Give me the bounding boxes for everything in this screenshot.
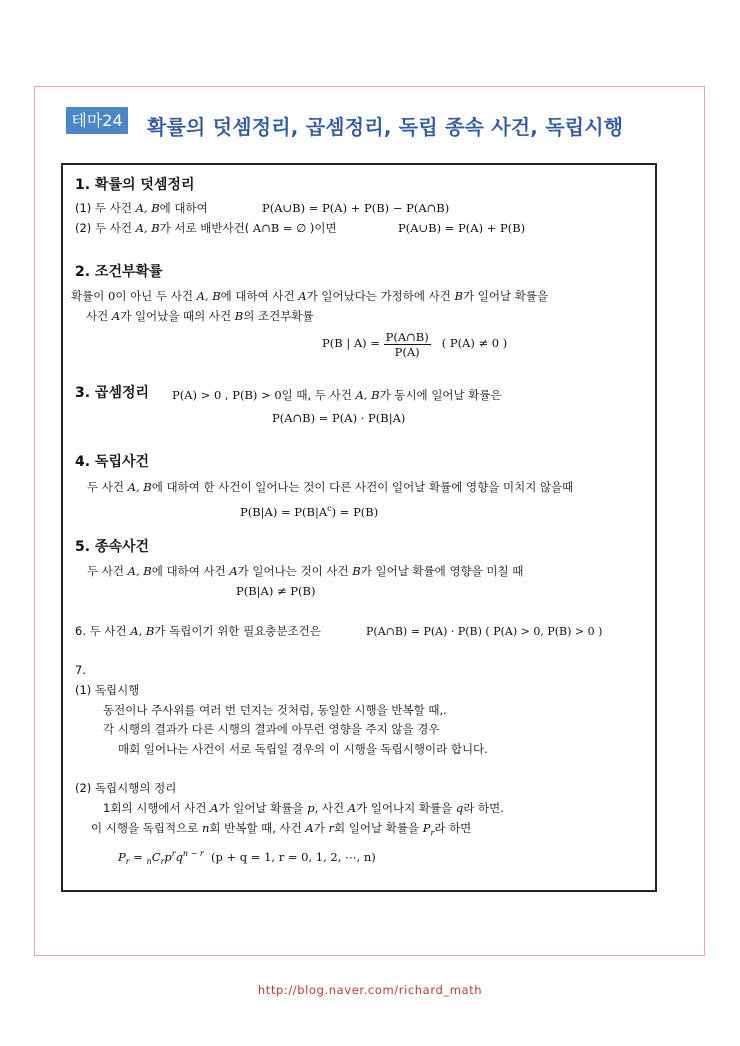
exponent-n-minus-r: n − r (182, 849, 204, 858)
section-4-heading: 4. 독립사건 (75, 454, 150, 470)
section-3-line-1: P(A) > 0 , P(B) > 0일 때, 두 사건 A, B가 동시에 일어날 확률은 (172, 388, 502, 402)
section-4-line-1: 두 사건 A, B에 대하여 한 사건이 일어나는 것이 다른 사건이 일어날 확률에 영향을 미치지 않을때 (87, 480, 574, 494)
section-1-line-1: (1) 두 사건 A, B에 대하여 (75, 201, 208, 215)
section-7-heading: 7. (75, 663, 86, 677)
section-7-sub-1: (1) 독립시행 (75, 683, 140, 697)
theme-badge: 테마24 (66, 107, 128, 134)
section-1-line-2: (2) 두 사건 A, B가 서로 배반사건( A∩B = ∅ )이면 (75, 221, 337, 235)
multiplication-formula: P(A∩B) = P(A) · P(B|A) (272, 411, 406, 425)
binomial-formula: $P_r = _nC_rp^rq^{n - r}$ (p + q = 1, r = 0, 1, 2, ⋯, n) (118, 849, 376, 867)
section-6-line: 6. 두 사건 A, B가 독립이기 위한 필요충분조건은 (75, 624, 321, 638)
section-7-sub-2: (2) 독립시행의 정리 (75, 781, 177, 795)
exclusive-addition-formula: P(A∪B) = P(A) + P(B) (398, 221, 526, 235)
section-7-theorem-line-1: 1회의 시행에서 사건 A가 일어날 확률을 p, 사건 A가 일어나지 확률을 q라 하면. (103, 801, 504, 815)
conditional-probability-formula: P(B | A) = $\frac{P(A\cap B)}{P(A)}$ ( P(A) ≠ 0 ) (322, 329, 508, 359)
independence-condition-formula: P(A∩B) = P(A) · P(B) ( P(A) > 0, P(B) > 0 ) (366, 625, 603, 638)
section-7-para-2: 각 시행의 결과가 다른 시행의 결과에 아무런 영향을 주지 않을 경우 (103, 722, 440, 736)
section-7-theorem-line-2: 이 시행을 독립적으로 n회 반복할 때, 사건 A가 r회 일어날 확률을 $P_r$라 하면 (91, 821, 472, 838)
section-1-heading: 1. 확률의 덧셈정리 (75, 177, 195, 193)
section-2-line-2: 사건 A가 일어났을 때의 사건 B의 조건부확률 (86, 309, 314, 323)
section-7-para-1: 동전이나 주사위를 여러 번 던지는 것처럼, 동일한 시행을 반복할 때,. (103, 703, 447, 717)
page-title: 확률의 덧셈정리, 곱셈정리, 독립 종속 사건, 독립시행 (147, 115, 624, 139)
independence-formula: $P(B|A) = P(B|A^c) = P(B)$ (240, 504, 379, 519)
footer-url[interactable]: http://blog.naver.com/richard_math (257, 983, 483, 997)
section-2-line-1: 확률이 0이 아닌 두 사건 A, B에 대하여 사건 A가 일어났다는 가정하에 사건 B가 일어날 확률을 (71, 289, 549, 303)
section-2-heading: 2. 조건부확률 (75, 264, 163, 280)
addition-formula: P(A∪B) = P(A) + P(B) − P(A∩B) (262, 201, 450, 215)
section-7-para-3: 매회 일어나는 사건이 서로 독립일 경우의 이 시행을 독립시행이라 합니다. (118, 742, 488, 756)
fraction: $\frac{P(A\cap B)}{P(A)}$ (385, 329, 429, 359)
dependence-formula: P(B|A) ≠ P(B) (236, 584, 316, 598)
section-3-heading: 3. 곱셈정리 (75, 385, 150, 401)
section-5-heading: 5. 종속사건 (75, 539, 150, 555)
section-5-line-1: 두 사건 A, B에 대하여 사건 A가 일어나는 것이 사건 B가 일어날 확률에 영향을 미칠 때 (87, 564, 524, 578)
